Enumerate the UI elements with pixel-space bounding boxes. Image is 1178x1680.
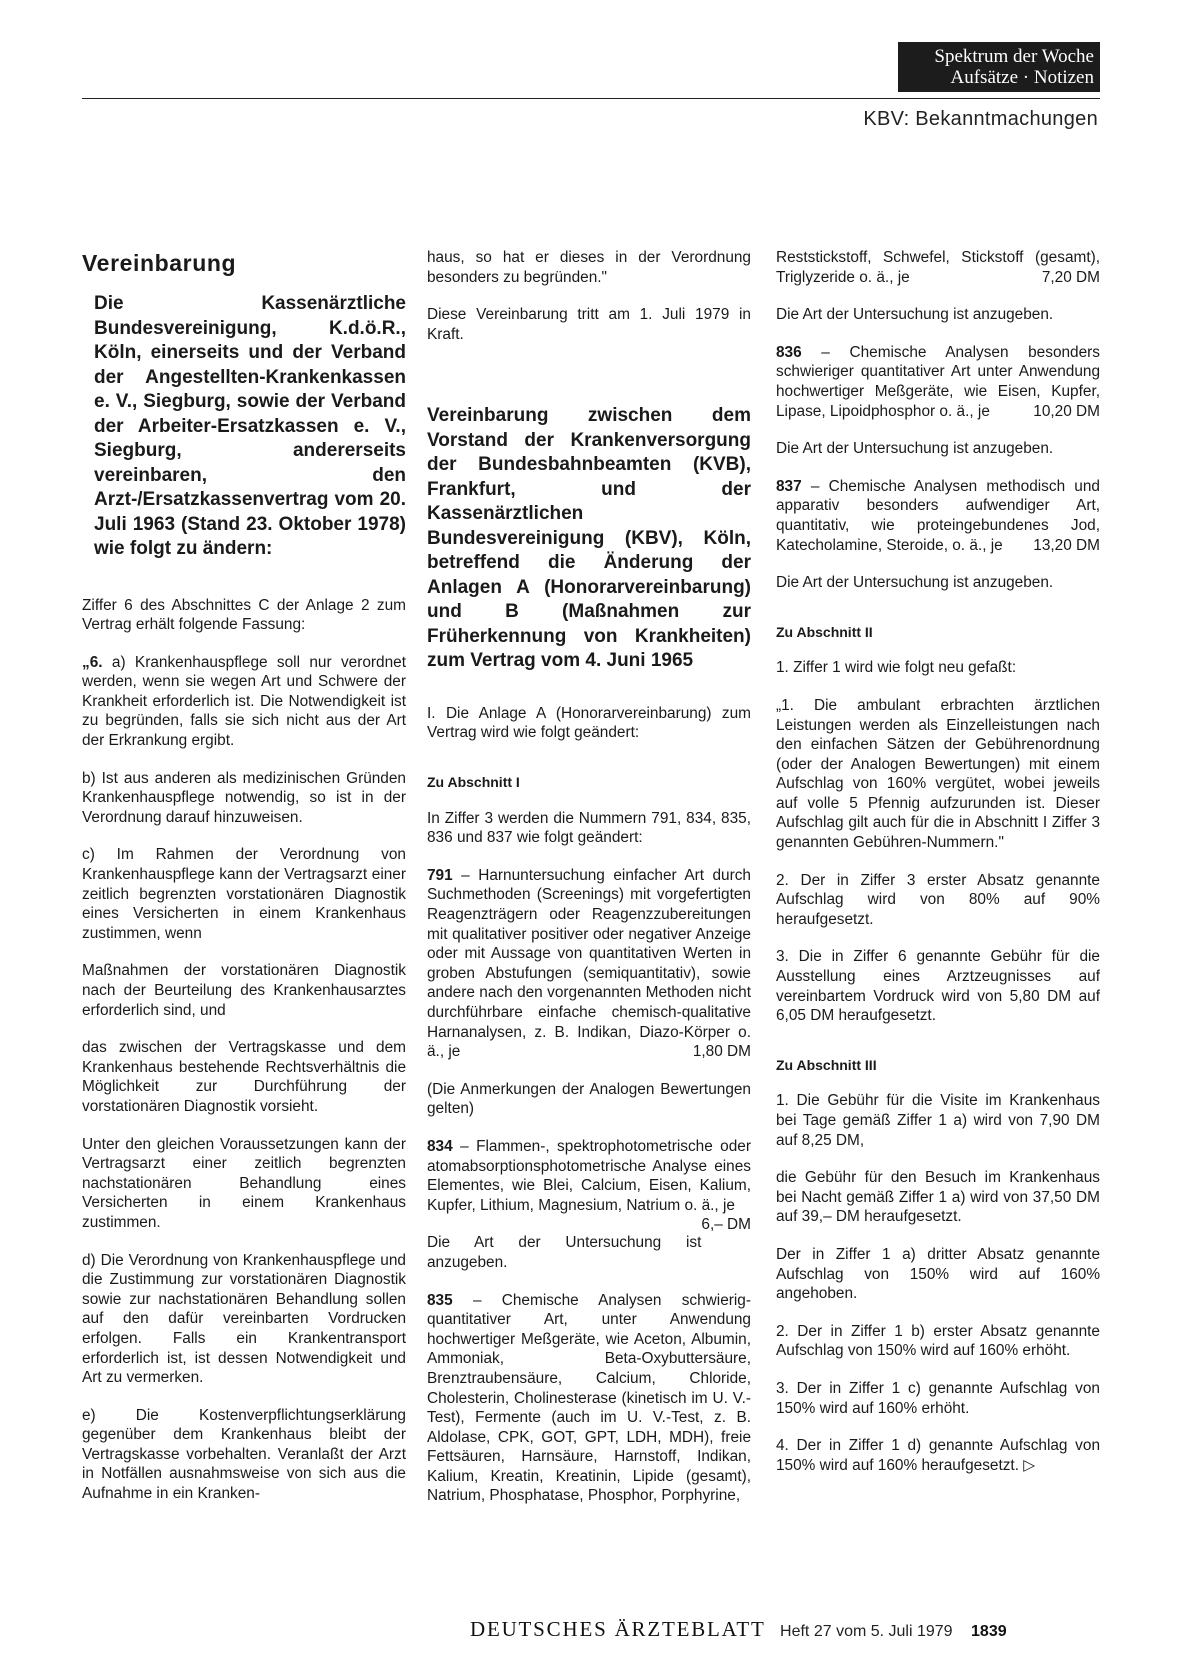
fee-item xyxy=(776,248,1100,287)
fee-text: – Harnuntersuchung einfacher Art durch Suchmethoden (Screenings) mit vorgefertigten Reagenzträgern oder Reagenzzubereitungen mit qualitativer positiver oder negativer Anzeige oder mit Aussage von quantitativen Werten in groben Abstufungen (semiquantitativ), sowie andere nach den vorgenannten Methoden nicht durchführbare einfache chemisch-qualitative Harnanalysen, z. B. Indikan, Diazo-Körper o. ä., je xyxy=(427,866,751,1061)
item-text: a) Krankenhauspflege soll nur verordnet werden, wenn sie wegen Art und Schwere der Krankheit erforderlich ist. Die Notwendigkeit ist zu begründen, falls sie sich nicht aus der Art der Erkrankung ergibt. xyxy=(82,653,406,750)
header-rule xyxy=(82,98,1100,99)
column-3 xyxy=(776,248,1100,1493)
fee-item xyxy=(427,1291,751,1507)
paragraph: 2. Der in Ziffer 3 erster Absatz genannte Aufschlag wird von 80% auf 90% heraufgesetzt. xyxy=(776,871,1100,928)
fee-item xyxy=(776,477,1100,555)
paragraph: 3. Der in Ziffer 1 c) genannte Aufschlag von 150% wird auf 160% erhöht. xyxy=(776,1379,1100,1417)
paragraph: „1. Die ambulant erbrachten ärztlichen Leistungen werden als Einzelleistungen nach den einfachen Sätzen der Gebührenordnung (oder der Analogen Bewertungen) mit einem Aufschlag von 160% vergütet, wobei jeweils auf volle 5 Pfennig aufzurunden ist. Dieser Aufschlag gilt auch für die in Abschnitt I Ziffer 3 genannten Gebühren-Nummern." xyxy=(776,696,1100,852)
article-title: Vereinbarung xyxy=(82,250,237,276)
fee-amount: 13,20 DM xyxy=(1033,536,1100,554)
paragraph: 2. Der in Ziffer 1 b) erster Absatz genannte Aufschlag von 150% wird auf 160% erhöht. xyxy=(776,1322,1100,1360)
paragraph: Die Art der Untersuchung ist anzugeben. xyxy=(776,574,1054,592)
paragraph: Ziffer 6 des Abschnittes C der Anlage 2 zum Vertrag erhält folgende Fassung: xyxy=(82,596,406,634)
journal-name: DEUTSCHES ÄRZTEBLATT xyxy=(470,1617,766,1641)
paragraph: die Gebühr für den Besuch im Krankenhaus bei Nacht gemäß Ziffer 1 a) wird von 37,50 DM auf 39,– DM heraufgesetzt. xyxy=(776,1169,1100,1226)
paragraph: Diese Vereinbarung tritt am 1. Juli 1979 in Kraft. xyxy=(427,306,751,343)
section-name: KBV: Bekanntmachungen xyxy=(863,108,1098,130)
column-1 xyxy=(82,248,406,1522)
paragraph: b) Ist aus anderen als medizinischen Gründen Krankenhauspflege notwendig, so ist in der Verordnung darauf hinzuweisen. xyxy=(82,769,406,826)
paragraph: c) Im Rahmen der Verordnung von Krankenhauspflege kann der Vertragsarzt einer zeitlich begrenzten vorstationären Diagnostik eines Versicherten in einem Krankenhaus zustimmen, wenn xyxy=(82,846,406,942)
item-number: „6. xyxy=(82,653,103,671)
fee-amount: 1,80 DM xyxy=(692,1043,751,1061)
fee-item xyxy=(427,866,751,1062)
badge-line-2: Aufsätze · Notizen xyxy=(950,67,1094,88)
agreement-lead: Die Kassenärztliche Bundesvereinigung, K.d.ö.R., Köln, einerseits und der Verband der Angestellten-Krankenkassen e. V., Siegburg, sowie der Verband der Arbeiter-Ersatzkassen e. V., Siegburg, andererseits vereinbaren, den Arzt-/Ersatzkassenvertrag vom 20. Juli 1963 (Stand 23. Oktober 1978) wie folgt zu ändern: xyxy=(94,293,406,559)
paragraph: In Ziffer 3 werden die Nummern 791, 834, 835, 836 und 837 wie folgt geändert: xyxy=(427,809,751,847)
paragraph: das zwischen der Vertragskasse und dem Krankenhaus bestehende Rechtsverhältnis die Möglichkeit zur Durchführung der vorstationären Diagnostik vorsieht. xyxy=(82,1039,406,1115)
paragraph: Der in Ziffer 1 a) dritter Absatz genannte Aufschlag von 150% wird auf 160% angehoben. xyxy=(776,1245,1100,1303)
fee-amount: 10,20 DM xyxy=(1033,402,1100,420)
paragraph: 3. Die in Ziffer 6 genannte Gebühr für die Ausstellung eines Arztzeugnisses auf vereinbartem Vordruck wird von 5,80 DM auf 6,05 DM heraufgesetzt. xyxy=(776,948,1100,1025)
issue-info: Heft 27 vom 5. Juli 1979 xyxy=(780,1623,953,1640)
paragraph: 4. Der in Ziffer 1 d) genannte Aufschlag von 150% wird auf 160% heraufgesetzt. ▷ xyxy=(776,1437,1100,1474)
fee-text: – Chemische Analysen methodisch und apparativ besonders aufwendiger Art, quantitativ, wie proteingebundenes Jod, Katecholamine, Steroide, o. ä., je xyxy=(776,477,1100,554)
paragraph: Unter den gleichen Voraussetzungen kann der Vertragsarzt einer zeitlich begrenzten nachstationären Behandlung eines Versicherten in einem Krankenhaus zustimmen. xyxy=(82,1135,406,1231)
fee-number: 836 xyxy=(776,343,802,361)
paragraph xyxy=(82,653,406,751)
paragraph: Maßnahmen der vorstationären Diagnostik nach der Beurteilung des Krankenhausarztes erforderlich sind, und xyxy=(82,962,406,1019)
subheading: Zu Abschnitt I xyxy=(427,774,520,791)
paragraph: I. Die Anlage A (Honorarvereinbarung) zum Vertrag wird wie folgt geändert: xyxy=(427,704,751,742)
subheading: Zu Abschnitt III xyxy=(776,1056,877,1073)
fee-number: 835 xyxy=(427,1291,453,1309)
fee-item xyxy=(776,343,1100,421)
section-badge xyxy=(898,42,1100,92)
fee-amount: 6,– DM xyxy=(701,1216,751,1234)
paragraph: Die Art der Untersuchung ist anzugeben. xyxy=(776,306,1054,324)
badge-line-1: Spektrum der Woche xyxy=(934,46,1094,67)
fee-number: 837 xyxy=(776,477,802,495)
paragraph: 1. Ziffer 1 wird wie folgt neu gefaßt: xyxy=(776,659,1017,677)
page-number: 1839 xyxy=(971,1623,1007,1640)
fee-number: 791 xyxy=(427,866,453,884)
fee-amount: 7,20 DM xyxy=(1041,268,1100,286)
page-footer xyxy=(470,1617,1007,1642)
paragraph: 1. Die Gebühr für die Visite im Krankenhaus bei Tage gemäß Ziffer 1 a) wird von 7,90 DM auf 8,25 DM, xyxy=(776,1092,1100,1149)
column-2 xyxy=(427,248,751,1524)
paragraph: haus, so hat er dieses in der Verordnung besonders zu begründen." xyxy=(427,249,751,286)
fee-text: – Chemische Analysen besonders schwieriger quantitativer Art unter Anwendung hochwertiger Meßgeräte, wie Eisen, Kupfer, Lipase, Lipoidphosphor o. ä., je xyxy=(776,343,1100,420)
agreement-lead-kvb: Vereinbarung zwischen dem Vorstand der Krankenversorgung der Bundesbahnbeamten (KVB), Frankfurt, und der Kassenärztlichen Bundesvereinigung (KBV), Köln, betreffend die Änderung der Anlagen A (Honorarvereinbarung) und B (Maßnahmen zur Früherkennung von Krankheiten) zum Vertrag vom 4. Juni 1965 xyxy=(427,405,751,672)
paragraph: Die Art der Untersuchung ist anzugeben. xyxy=(427,1234,702,1271)
fee-text: – Chemische Analysen schwierig-quantitativer Art, unter Anwendung hochwertiger Meßgeräte, wie Aceton, Albumin, Ammoniak, Beta-Oxybuttersäure, Brenztraubensäure, Calcium, Chloride, Cholesterin, Cholinesterase (kinetisch im U. V.-Test), Fermente (auch im U. V.-Test, z. B. Aldolase, CPK, GOT, GPT, LDH, MDH), freie Fettsäuren, Harnsäure, Harnstoff, Indikan, Kalium, Kreatin, Kreatinin, Lipide (gesamt), Natrium, Phosphatase, Phosphor, Porphyrine, xyxy=(427,1291,751,1505)
paragraph: Die Art der Untersuchung ist anzugeben. xyxy=(776,440,1054,458)
fee-number: 834 xyxy=(427,1137,453,1155)
fee-text: – Flammen-, spektrophotometrische oder atomabsorptionsphotometrische Analyse eines Elementes, wie Blei, Calcium, Eisen, Kalium, Kupfer, Lithium, Magnesium, Natrium o. ä., je xyxy=(427,1137,751,1214)
subheading: Zu Abschnitt II xyxy=(776,623,873,640)
fee-text: Reststickstoff, Schwefel, Stickstoff (gesamt), Triglyzeride o. ä., je xyxy=(776,249,1100,286)
fee-item xyxy=(427,1137,751,1234)
paragraph: e) Die Kostenverpflichtungserklärung gegenüber dem Krankenhaus bleibt der Vertragskasse vorbehalten. Veranlaßt der Arzt in Notfällen ausnahmsweise von sich aus die Aufnahme in ein Kranken- xyxy=(82,1406,406,1503)
paragraph: (Die Anmerkungen der Analogen Bewertungen gelten) xyxy=(427,1080,751,1118)
paragraph: d) Die Verordnung von Krankenhauspflege und die Zustimmung zur vorstationären Diagnostik sowie zur nachstationären Behandlung sollen auf den dafür vereinbarten Vordrucken erfolgen. Falls ein Krankentransport erforderlich ist, ist dessen Notwendigkeit und Art zu vermerken. xyxy=(82,1251,406,1387)
